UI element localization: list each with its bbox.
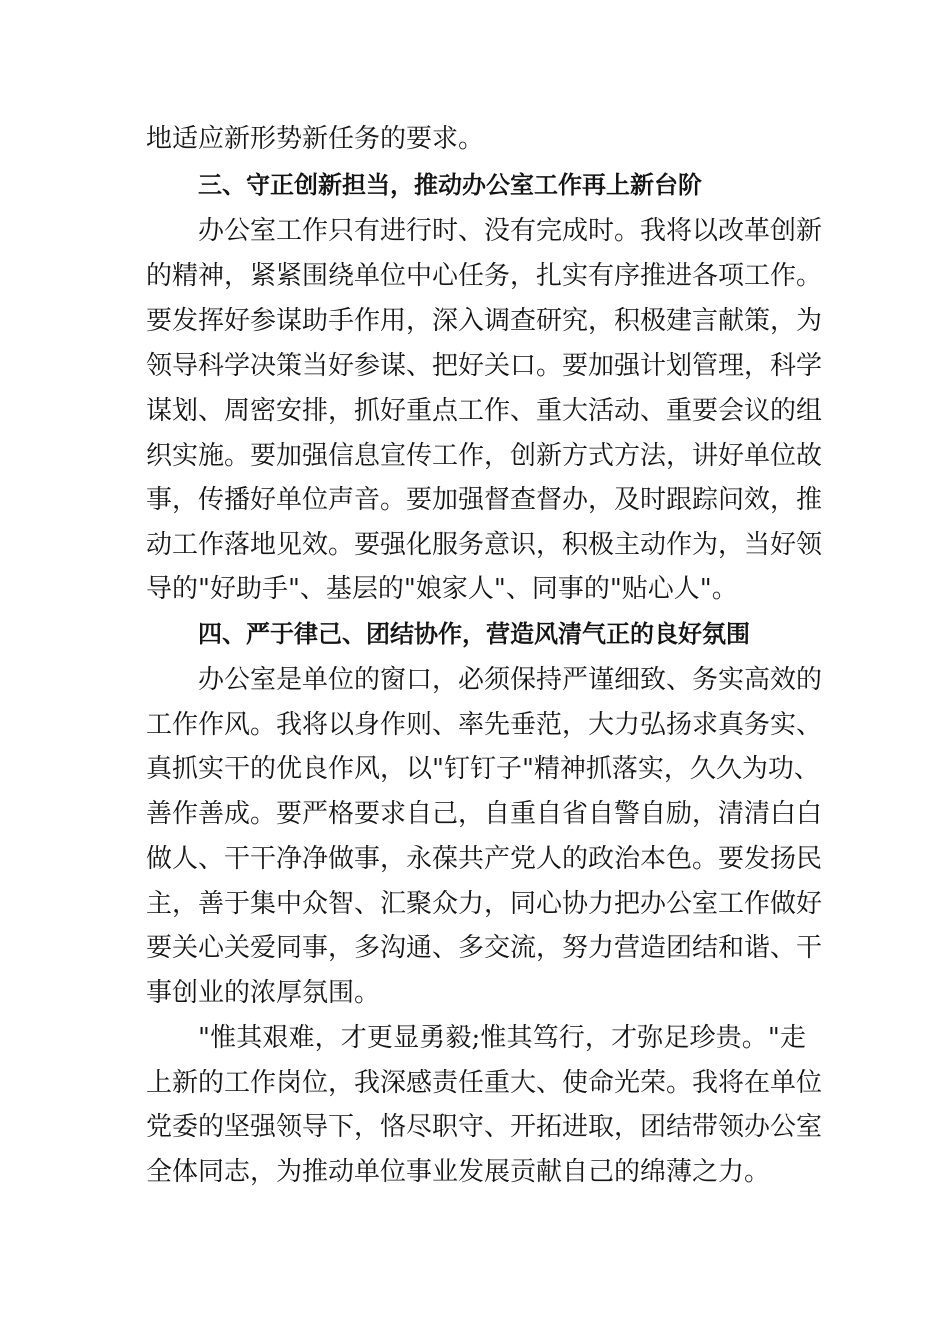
section-heading-3: 三、守正创新担当，推动办公室工作再上新台阶 xyxy=(198,171,702,199)
paragraph-line: 导的"好助手"、基层的"娘家人"、同事的"贴心人"。 xyxy=(146,574,738,604)
paragraph-line: 事创业的浓厚氛围。 xyxy=(146,978,381,1008)
paragraph-line: 动工作落地见效。要强化服务意识，积极主动作为，当好领 xyxy=(146,530,823,560)
paragraph-line: 主，善于集中众智、汇聚众力，同心协力把办公室工作做好 xyxy=(146,889,823,919)
paragraph-line: 办公室是单位的窗口，必须保持严谨细致、务实高效的 xyxy=(198,665,823,695)
section-heading-4: 四、严于律己、团结协作，营造风清气正的良好氛围 xyxy=(198,620,750,648)
paragraph-line: 善作善成。要严格要求自己，自重自省自警自励，清清白白 xyxy=(146,799,823,829)
paragraph-line: 全体同志，为推动单位事业发展贡献自己的绵薄之力。 xyxy=(146,1157,771,1187)
paragraph-line: 要关心关爱同事，多沟通、多交流，努力营造团结和谐、干 xyxy=(146,933,823,963)
paragraph-line: 工作作风。我将以身作则、率先垂范，大力弘扬求真务实、 xyxy=(146,710,823,740)
paragraph-line: "惟其艰难，才更显勇毅;惟其笃行，才弥足珍贵。"走 xyxy=(198,1023,806,1053)
paragraph-line: 要发挥好参谋助手作用，深入调查研究，积极建言献策，为 xyxy=(146,306,823,336)
paragraph-line: 领导科学决策当好参谋、把好关口。要加强计划管理，科学 xyxy=(146,351,823,381)
paragraph-line: 党委的坚强领导下，恪尽职守、开拓进取，团结带领办公室 xyxy=(146,1112,823,1142)
paragraph-line: 织实施。要加强信息宣传工作，创新方式方法，讲好单位故 xyxy=(146,441,823,471)
paragraph-line: 事，传播好单位声音。要加强督查督办，及时跟踪问效，推 xyxy=(146,485,823,515)
paragraph-line: 的精神，紧紧围绕单位中心任务，扎实有序推进各项工作。 xyxy=(146,261,823,291)
paragraph-line: 真抓实干的优良作风，以"钉钉子"精神抓落实，久久为功、 xyxy=(146,754,820,784)
paragraph-line: 谋划、周密安排，抓好重点工作、重大活动、重要会议的组 xyxy=(146,396,823,426)
paragraph-line: 办公室工作只有进行时、没有完成时。我将以改革创新 xyxy=(198,216,823,246)
paragraph-line: 上新的工作岗位，我深感责任重大、使命光荣。我将在单位 xyxy=(146,1068,823,1098)
paragraph-line: 做人、干干净净做事，永葆共产党人的政治本色。要发扬民 xyxy=(146,844,823,874)
paragraph-line: 地适应新形势新任务的要求。 xyxy=(146,124,485,154)
